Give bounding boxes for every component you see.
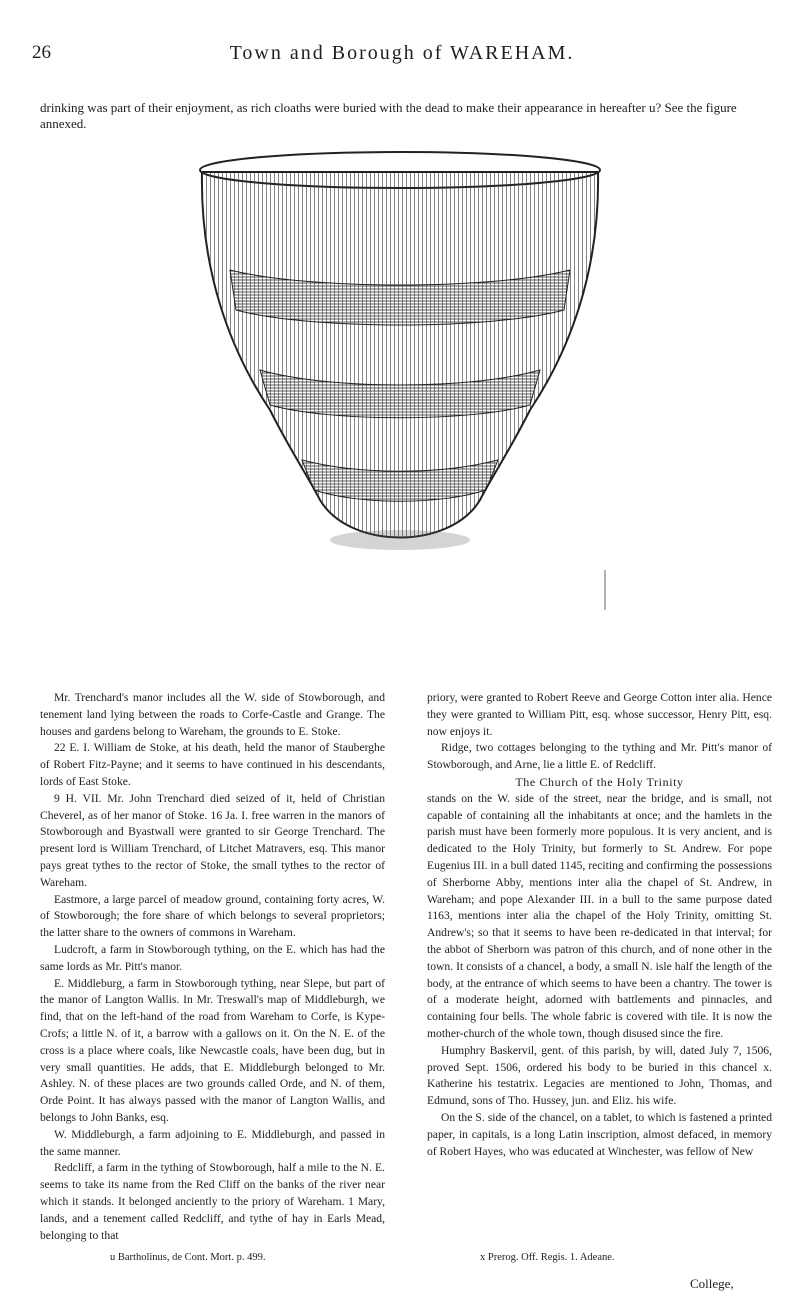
paragraph: stands on the W. side of the street, near the bridge, and is small, not capable of containing all the inhabitants at once; and the hamlets in the parish must have been formerly more populous. It is very ancient, and is dedicated to the Holy Trinity, but formerly to St. Andrew. For pope Eugenius III. in a bull dated 1145, reciting and confirming the possessions of Sherborne Abby, mentions inter alia the chapel of St. Andrew, in Wareham; and pope Alexander III. in a bull to the same purpose dated 1163, mentions inter alia the chapel of the Holy Trinity, omitting St. Andrew's; so that it seems to have been re-dedicated in that interval; for the abbot of Sherborn was patron of this church, and of none other in the town. It consists of a chancel, a body, a small N. isle half the length of the body, at the entrance of which seems to have been a chantry. The tower is of a moderate height, adorned with battlements and pinnacles, and containing four bells. The whole fabric is covered with tile. It is now the mother-church of the whole town, though disused since the fire.: [427, 791, 772, 1040]
page-number: 26: [32, 42, 51, 63]
paragraph: Humphry Baskervil, gent. of this parish, by will, dated July 7, 1506, proved Sept. 1506, ordered his body to be buried in this chancel x. Katherine his testatrix. Legacies are mentioned to John, Thomas, and Edmund, sons of Tho. Hussey, jun. and Eliz. his wife.: [427, 1043, 772, 1108]
footnote-right: x Prerog. Off. Regis. 1. Adeane.: [480, 1252, 615, 1263]
vessel-icon: [190, 150, 610, 620]
paragraph: Redcliff, a farm in the tything of Stowborough, half a mile to the N. E. seems to take its name from the Red Cliff on the banks of the river near which it stands. It belonged anciently to the priory of Wareham. 1 Mary, lands, and a tenement called Redcliff, and tythe of hay in Earls Mead, belonging to that: [40, 1161, 385, 1242]
vessel-figure: [190, 150, 610, 620]
paragraph: 9 H. VII. Mr. John Trenchard died seized of it, held of Christian Cheverel, as of her manor of Stoke. 16 Ja. I. free warren in the manors of Stowborough and Byastwall were granted to sir George Trenchard. The present lord is William Trenchard, of Litchet Matravers, esq. This manor pays great tythes to the rector of Stoke, the small tythes to the rector of Wareham.: [40, 791, 385, 889]
paragraph: On the S. side of the chancel, on a tablet, to which is fastened a printed paper, in capitals, is a long Latin inscription, almost defaced, in memory of Robert Hayes, who was educated at Winchester, was fellow of New: [427, 1110, 772, 1158]
paragraph: Eastmore, a large parcel of meadow ground, containing forty acres, W. of Stowborough; the fore share of which belongs to several proprietors; the latter share to the owners of commons in Wareham.: [40, 892, 385, 940]
section-heading: The Church of the Holy Trinity: [515, 774, 684, 789]
intro-paragraph: drinking was part of their enjoyment, as rich cloaths were buried with the dead to make their appearance in hereafter u? See the figure annexed.: [40, 100, 737, 131]
running-title: Town and Borough of WAREHAM.: [229, 42, 575, 64]
paragraph: Ridge, two cottages belonging to the tything and Mr. Pitt's manor of Stowborough, and Arne, lie a little E. of Redcliff.: [427, 741, 772, 772]
paragraph: E. Middleburg, a farm in Stowborough tything, near Slepe, but part of the manor of Langton Wallis. In Mr. Treswall's map of Middleburgh, we find, that on the left-hand of the road from Wareham to Corfe, is Kype-Crofs; a little N. of it, a barrow with a gallows on it. On the N. E. of the cross is a place where coals, like Newcastle coals, have been dug, but in very small quantities. He adds, that E. Middleburgh belonged to Mr. Ashley. N. of these places are two grounds called Orde, and N. of them, Orde Point. It has always passed with the manor of Langton Wallis, and belongs to John Banks, esq.: [40, 976, 385, 1124]
paragraph: priory, were granted to Robert Reeve and George Cotton inter alia. Hence they were granted to William Pitt, esq. whose successor, Henry Pitt, esq. now enjoys it.: [427, 691, 772, 738]
paragraph: Ludcroft, a farm in Stowborough tything, on the E. which has had the same lords as Mr. Pitt's manor.: [40, 942, 385, 973]
footnote-left: u Bartholinus, de Cont. Mort. p. 499.: [110, 1252, 266, 1263]
page-header: [32, 42, 772, 72]
paragraph: Mr. Trenchard's manor includes all the W. side of Stowborough, and tenement land lying between the roads to Corfe-Castle and Grange. The houses and gardens belong to Wareham, the grounds to E. Stoke.: [40, 691, 385, 738]
left-column: [40, 690, 385, 1244]
paragraph: W. Middleburgh, a farm adjoining to E. Middleburgh, and passed in the same manner.: [40, 1127, 385, 1158]
catchword: College,: [690, 1276, 734, 1291]
right-column: [427, 690, 772, 1160]
paragraph: 22 E. I. William de Stoke, at his death, held the manor of Stauberghe of Robert Fitz-Payne; and it seems to have continued in his descendants, lords of East Stoke.: [40, 741, 385, 788]
